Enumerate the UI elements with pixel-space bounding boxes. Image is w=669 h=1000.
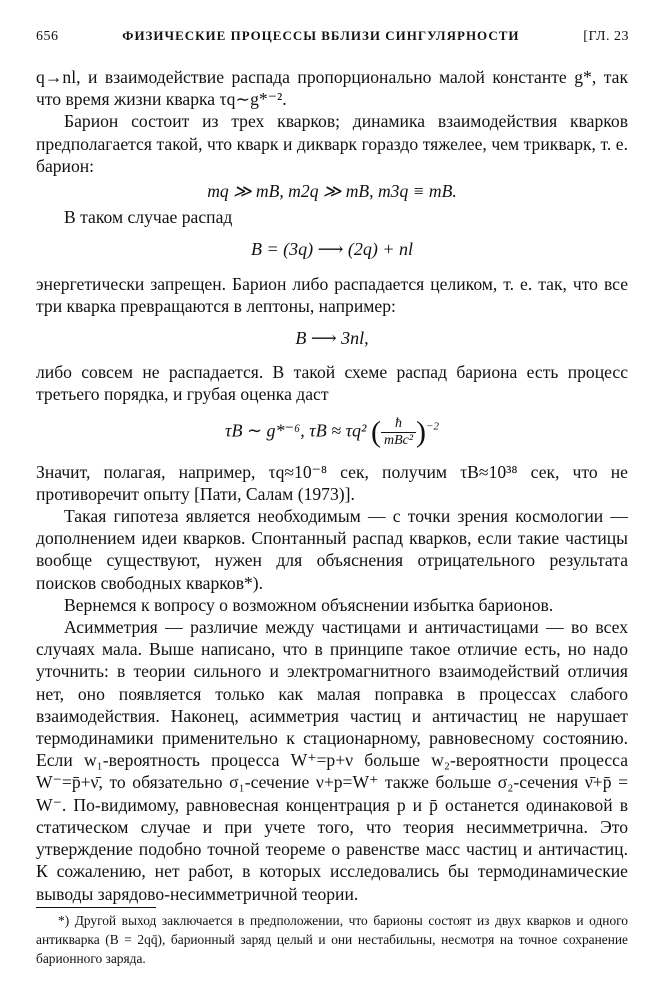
paragraph: Такая гипотеза является необходимым — с точки зрения космологии — дополнением идеи кварков. Спонтанный распад кварков, если такие частицы вообще существуют, нужен для объяснения отрицательного результата поисков свободных кварков*).: [36, 506, 628, 593]
right-paren: ): [416, 415, 427, 449]
left-paren: (: [370, 415, 381, 449]
paragraph: q→nl, и взаимодействие распада пропорционально малой константе g*, так что время жизни кварка τq∼g*⁻².: [36, 67, 628, 110]
equation-mass-hierarchy: mq ≫ mB, m2q ≫ mB, m3q ≡ mB.: [207, 181, 457, 202]
exponent: −2: [426, 420, 439, 433]
paragraph: Асимметрия — различие между частицами и античастицами — во всех случаях мала. Выше написано, что в принципе такое отличие есть, но надо уточнить: в теории сильного и электромагнитного взаимодействий отличия нет, оно появляется только как малая поправка в процессах слабого взаимодействия. Наконец, асимметрия частиц и античастиц не нарушает термодинамики применительно к стационарному, равновесному состоянию. Если w₁-вероятность процесса W⁺=p+ν больше w₂-вероятности процесса W⁻=p̄+ν̄, то обязательно σ₁-сечение ν+p=W⁺ также больше σ₂-сечения ν̄+p̄ = W⁻. По-видимому, равновесная концентрация p и p̄ останется одинаковой в статическом случае и при учете того, что теория несимметрична. Это утверждение подобно точной теореме о равенстве масс частиц и античастиц. К сожалению, нет работ, в которых исследовались бы термодинамические выводы зарядово-несимметричной теории.: [36, 617, 628, 904]
footnote: *) Другой выход заключается в предположении, что барионы состоят из двух кварков и одного антикварка (B = 2qq̄), барионный заряд целый и они нестабильны, несмотря на точное сохранение барионного заряда.: [36, 913, 628, 966]
main-text: [36, 66, 628, 905]
fraction-numerator: ħ: [381, 416, 416, 433]
paragraph: Вернемся к вопросу о возможном объяснении избытка барионов.: [64, 594, 554, 615]
footnote-divider: [36, 907, 156, 908]
running-header: [36, 28, 629, 45]
paragraph: энергетически запрещен. Барион либо распадается целиком, т. е. так, что все три кварка превращаются в лептоны, например:: [36, 273, 628, 316]
paragraph: либо совсем не распадается. В такой схеме распад бариона есть процесс третьего порядка, и грубая оценка даст: [36, 362, 628, 405]
lifetime-lhs: τB ∼ g*⁻⁶, τB ≈ τq²: [225, 420, 367, 441]
equation-decay: B = (3q) ⟶ (2q) + nl: [250, 239, 414, 260]
paragraph: Значит, полагая, например, τq≈10⁻⁸ сек, получим τB≈10³⁸ сек, что не противоречит опыту [Пати, Салам (1973)].: [36, 461, 628, 504]
fraction-denominator: mBc²: [383, 432, 414, 448]
paragraph: Барион состоит из трех кварков; динамика взаимодействия кварков предполагается такой, что кварк и дикварк гораздо тяжелее, чем трикварк, т. е. барион:: [36, 111, 628, 176]
page-number: 656: [36, 29, 59, 44]
fraction: [381, 416, 416, 449]
chapter-label: [ГЛ. 23: [583, 29, 629, 44]
paragraph: В таком случае распад: [64, 207, 233, 228]
running-title: ФИЗИЧЕСКИЕ ПРОЦЕССЫ ВБЛИЗИ СИНГУЛЯРНОСТИ: [122, 28, 520, 43]
equation-lifetime: [36, 416, 628, 449]
equation-lepton-decay: B ⟶ 3nl,: [295, 328, 369, 349]
